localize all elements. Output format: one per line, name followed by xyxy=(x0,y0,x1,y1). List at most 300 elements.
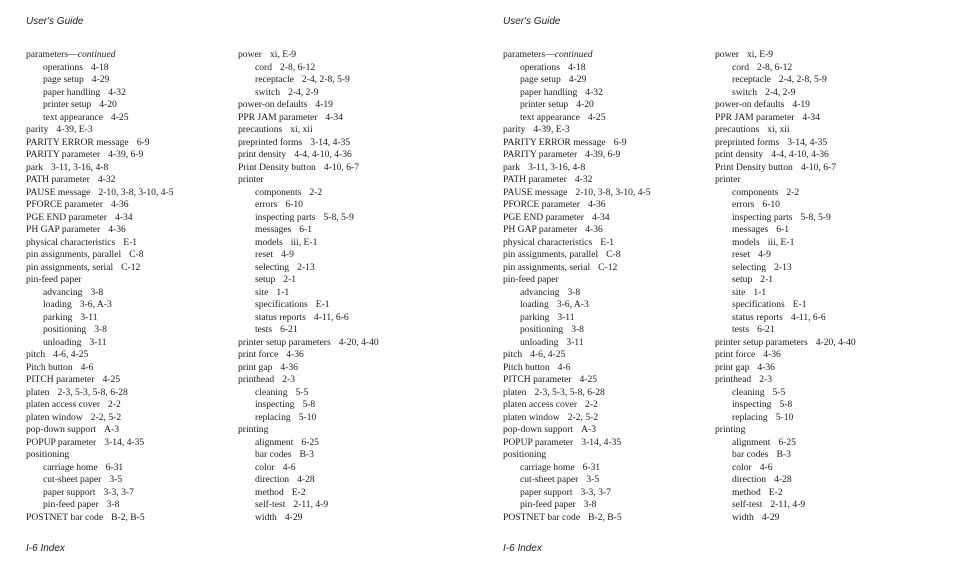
index-page-refs: 2-8, 6-12 xyxy=(280,61,316,73)
index-page-refs: 2-4, 2-9 xyxy=(288,86,319,98)
index-subentry xyxy=(26,337,226,350)
index-entry xyxy=(503,437,703,450)
index-page-refs: 4-32 xyxy=(97,174,116,185)
index-term: print gap xyxy=(715,361,750,373)
index-term: carriage home xyxy=(520,461,575,473)
index-term: pin-feed paper xyxy=(520,499,576,510)
index-term: POSTNET bar code xyxy=(503,511,581,523)
index-term: PFORCE parameter xyxy=(26,199,104,210)
index-entry xyxy=(715,362,945,375)
index-entry xyxy=(503,374,703,387)
index-term: positioning xyxy=(520,324,564,335)
index-term: POPUP parameter xyxy=(503,436,574,448)
index-page-refs: 5-10 xyxy=(298,411,317,423)
index-subentry xyxy=(715,249,945,262)
index-subentry xyxy=(238,437,468,450)
index-page-refs: 4-6 xyxy=(282,461,296,473)
index-subentry xyxy=(238,187,468,200)
index-entry xyxy=(503,174,703,187)
index-subentry xyxy=(238,399,468,412)
index-page-refs: 4-19 xyxy=(792,99,810,110)
index-entry xyxy=(503,449,703,462)
index-term: printer xyxy=(238,174,264,185)
index-subentry xyxy=(503,312,703,325)
index-subentry xyxy=(238,212,468,225)
index-subentry xyxy=(503,299,703,312)
index-subentry xyxy=(503,474,703,487)
index-subentry xyxy=(503,87,703,100)
index-entry xyxy=(26,399,226,412)
index-entry xyxy=(503,187,703,200)
index-entry xyxy=(715,337,945,350)
index-entry xyxy=(503,124,703,137)
index-entry xyxy=(503,412,703,425)
index-entry xyxy=(503,49,703,62)
index-page-refs: 3-11 xyxy=(557,311,575,323)
index-term: printhead xyxy=(715,374,752,385)
index-page-refs: iii, E-1 xyxy=(767,236,795,248)
continued-label: continued xyxy=(77,49,116,60)
index-subentry xyxy=(26,87,226,100)
index-page-refs: 2-2 xyxy=(585,399,598,410)
index-page-refs: 6-21 xyxy=(280,324,298,335)
index-entry xyxy=(26,362,226,375)
index-term: print density xyxy=(715,149,764,160)
index-term: site xyxy=(255,286,269,298)
index-page-refs: 2-10, 3-8, 3-10, 4-5 xyxy=(98,186,174,198)
index-term: self-test xyxy=(255,499,286,510)
index-page-refs: 3-11 xyxy=(89,336,107,348)
index-page-refs: 1-1 xyxy=(753,286,767,298)
index-entry xyxy=(26,437,226,450)
index-term: loading xyxy=(520,299,549,310)
index-page-refs: 6-25 xyxy=(778,436,796,448)
index-term: platen access cover xyxy=(503,399,578,410)
index-page-refs: 6-1 xyxy=(299,224,313,235)
index-page-refs: 4-29 xyxy=(761,511,780,523)
index-term: carriage home xyxy=(43,461,98,473)
index-term: platen xyxy=(503,386,527,398)
index-term: precautions xyxy=(238,124,283,135)
index-term: parameters— xyxy=(26,49,78,60)
index-term: switch xyxy=(732,86,758,98)
index-page-refs: 5-8, 5-9 xyxy=(800,211,831,223)
index-page-refs: 3-6, A-3 xyxy=(556,299,589,310)
index-term: loading xyxy=(43,299,72,310)
index-term: pin-feed paper xyxy=(43,499,99,510)
index-term: pin-feed paper xyxy=(503,274,559,285)
index-subentry xyxy=(238,474,468,487)
index-page-refs: 4-36 xyxy=(585,224,603,235)
index-term: bar codes xyxy=(255,449,292,460)
index-subentry xyxy=(26,99,226,112)
index-term: power xyxy=(715,49,739,60)
index-term: pin assignments, parallel xyxy=(503,249,599,260)
index-term: physical characteristics xyxy=(503,236,593,248)
index-term: printer setup parameters xyxy=(238,336,331,348)
index-subentry xyxy=(715,437,945,450)
index-entry xyxy=(26,262,226,275)
index-entry xyxy=(26,249,226,262)
index-subentry xyxy=(238,237,468,250)
index-entry xyxy=(26,374,226,387)
index-page-refs: 1-1 xyxy=(276,286,290,298)
index-term: paper handling xyxy=(520,86,578,98)
index-page-refs: 4-28 xyxy=(297,474,315,485)
index-subentry xyxy=(715,287,945,300)
index-term: cord xyxy=(732,61,750,73)
index-page-refs: C-12 xyxy=(121,261,141,273)
index-term: paper support xyxy=(520,486,573,498)
index-entry xyxy=(26,274,226,287)
index-page-refs: 4-20 xyxy=(99,99,117,110)
index-subentry xyxy=(503,74,703,87)
index-page-refs: C-8 xyxy=(129,249,144,260)
index-term: inspecting xyxy=(255,399,295,410)
index-entry xyxy=(715,162,945,175)
index-page-refs: 2-3, 5-3, 5-8, 6-28 xyxy=(534,386,605,398)
index-entry xyxy=(503,349,703,362)
index-term: status reports xyxy=(255,311,306,323)
index-term: printer setup xyxy=(43,99,92,110)
index-term: messages xyxy=(732,224,769,235)
index-entry xyxy=(503,137,703,150)
index-term: positioning xyxy=(503,449,547,460)
index-term: Pitch button xyxy=(503,361,550,373)
index-entry xyxy=(503,399,703,412)
index-entry xyxy=(238,124,468,137)
index-subentry xyxy=(715,262,945,275)
index-page-refs: A-3 xyxy=(104,424,120,435)
index-term: POSTNET bar code xyxy=(26,511,104,523)
index-entry xyxy=(715,349,945,362)
index-term: switch xyxy=(255,86,281,98)
index-subentry xyxy=(715,462,945,475)
index-term: receptacle xyxy=(255,74,294,85)
index-term: print force xyxy=(715,349,756,360)
index-page-refs: B-3 xyxy=(776,449,791,460)
index-page-refs: 3-6, A-3 xyxy=(79,299,112,310)
index-page-refs: 2-4, 2-9 xyxy=(765,86,796,98)
index-term: pop-down support xyxy=(503,424,574,435)
index-term: parity xyxy=(26,124,49,135)
index-subentry xyxy=(503,324,703,337)
index-term: width xyxy=(732,511,754,523)
index-subentry xyxy=(26,324,226,337)
index-term: components xyxy=(732,186,779,198)
index-term: specifications xyxy=(732,299,785,310)
index-entry xyxy=(26,349,226,362)
index-page-refs: A-3 xyxy=(581,424,597,435)
index-term: parking xyxy=(43,311,73,323)
index-entry xyxy=(26,49,226,62)
index-term: messages xyxy=(255,224,292,235)
index-subentry xyxy=(238,274,468,287)
index-page-refs: 6-10 xyxy=(762,199,780,210)
index-page-refs: 4-11, 6-6 xyxy=(313,311,349,323)
index-page-refs: 3-3, 3-7 xyxy=(103,486,134,498)
index-term: PGE END parameter xyxy=(503,211,584,223)
index-term: method xyxy=(255,486,284,498)
index-subentry xyxy=(26,299,226,312)
index-subentry xyxy=(238,74,468,87)
index-page-refs: 3-14, 4-35 xyxy=(310,136,351,148)
index-page-refs: 2-3, 5-3, 5-8, 6-28 xyxy=(57,386,128,398)
index-page-refs: 4-6 xyxy=(759,461,773,473)
index-term: cleaning xyxy=(255,386,288,398)
index-term: PPR JAM parameter xyxy=(715,111,795,123)
index-subentry xyxy=(503,62,703,75)
index-entry xyxy=(715,112,945,125)
index-entry xyxy=(238,137,468,150)
index-term: models xyxy=(732,236,760,248)
index-page-refs: 4-25 xyxy=(110,111,129,123)
index-subentry xyxy=(715,87,945,100)
index-term: PITCH parameter xyxy=(503,374,572,385)
index-page-refs: 4-10, 6-7 xyxy=(800,161,836,173)
index-term: tests xyxy=(732,324,750,335)
index-subentry xyxy=(238,62,468,75)
index-page-refs: 6-1 xyxy=(776,224,790,235)
index-entry xyxy=(503,387,703,400)
index-page-refs: 4-32 xyxy=(574,174,593,185)
index-page-refs: 3-8 xyxy=(567,286,581,298)
index-subentry xyxy=(715,237,945,250)
index-term: advancing xyxy=(520,286,560,298)
index-column-2 xyxy=(238,49,468,524)
index-term: PPR JAM parameter xyxy=(238,111,318,123)
index-page-refs: xi, xii xyxy=(767,124,790,135)
index-entry xyxy=(26,137,226,150)
index-term: printhead xyxy=(238,374,275,385)
continued-label: continued xyxy=(554,49,593,60)
index-subentry xyxy=(715,499,945,512)
index-term: PAUSE message xyxy=(26,186,91,198)
index-term: pin assignments, serial xyxy=(503,261,591,273)
index-term: direction xyxy=(255,474,290,485)
index-term: setup xyxy=(732,274,753,285)
index-page-refs: 2-2 xyxy=(786,186,800,198)
index-term: inspecting parts xyxy=(255,211,316,223)
index-term: print density xyxy=(238,149,287,160)
index-page-refs: 5-8 xyxy=(302,399,316,410)
index-page-refs: 6-31 xyxy=(582,461,601,473)
index-page-refs: 6-21 xyxy=(757,324,775,335)
index-entry xyxy=(238,374,468,387)
index-entry xyxy=(238,49,468,62)
index-entry xyxy=(503,162,703,175)
index-subentry xyxy=(238,287,468,300)
index-page-refs: 2-3 xyxy=(759,374,773,385)
index-subentry xyxy=(26,462,226,475)
index-subentry xyxy=(238,412,468,425)
index-page-refs: 2-11, 4-9 xyxy=(293,499,329,510)
index-term: PARITY parameter xyxy=(26,149,101,160)
index-entry xyxy=(238,149,468,162)
index-page-refs: 4-4, 4-10, 4-36 xyxy=(771,149,829,160)
index-term: inspecting xyxy=(732,399,772,410)
index-term: PGE END parameter xyxy=(26,211,107,223)
index-term: selecting xyxy=(732,261,767,273)
index-subentry xyxy=(503,99,703,112)
index-entry xyxy=(238,362,468,375)
index-term: platen window xyxy=(26,411,83,423)
index-term: platen xyxy=(26,386,50,398)
index-subentry xyxy=(26,474,226,487)
index-page-refs: E-1 xyxy=(600,236,615,248)
index-term: pin assignments, parallel xyxy=(26,249,122,260)
index-subentry xyxy=(26,312,226,325)
index-subentry xyxy=(26,62,226,75)
index-subentry xyxy=(238,262,468,275)
index-page-refs: 3-14, 4-35 xyxy=(787,136,828,148)
index-term: platen access cover xyxy=(26,399,101,410)
index-term: pitch xyxy=(26,349,46,360)
index-term: physical characteristics xyxy=(26,236,116,248)
index-page-refs: 4-9 xyxy=(281,249,294,260)
index-page-refs: 4-29 xyxy=(284,511,303,523)
index-term: printing xyxy=(715,424,746,435)
index-subentry xyxy=(503,462,703,475)
index-entry xyxy=(503,237,703,250)
index-entry xyxy=(503,512,703,525)
index-term: status reports xyxy=(732,311,783,323)
index-term: paper handling xyxy=(43,86,101,98)
index-page-refs: 4-19 xyxy=(315,99,333,110)
index-page-refs: 4-36 xyxy=(286,349,304,360)
index-page-refs: E-1 xyxy=(792,299,807,310)
index-entry xyxy=(503,224,703,237)
index-term: positioning xyxy=(43,324,87,335)
index-subentry xyxy=(503,287,703,300)
index-term: width xyxy=(255,511,277,523)
index-subentry xyxy=(238,199,468,212)
index-entry xyxy=(238,424,468,437)
running-header: User's Guide xyxy=(503,16,561,27)
index-page-refs: 5-5 xyxy=(772,386,786,398)
index-subentry xyxy=(503,487,703,500)
index-subentry xyxy=(715,512,945,525)
index-page-refs: 2-2 xyxy=(108,399,121,410)
index-entry xyxy=(26,512,226,525)
index-page-refs: 4-6, 4-25 xyxy=(53,349,89,360)
index-term: PH GAP parameter xyxy=(26,224,101,235)
index-term: text appearance xyxy=(43,111,103,123)
index-page-refs: 6-10 xyxy=(285,199,303,210)
index-term: power-on defaults xyxy=(715,99,785,110)
index-page-refs: 4-25 xyxy=(102,374,121,385)
index-subentry xyxy=(238,87,468,100)
index-term: operations xyxy=(43,61,83,73)
index-page-refs: 4-34 xyxy=(802,111,820,123)
index-page-refs: 3-11, 3-16, 4-8 xyxy=(51,161,109,173)
running-header: User's Guide xyxy=(26,16,84,27)
index-term: pin-feed paper xyxy=(26,274,82,285)
index-subentry xyxy=(26,499,226,512)
index-page-refs: 2-2, 5-2 xyxy=(90,411,122,423)
index-page-refs: B-3 xyxy=(299,449,314,460)
index-term: park xyxy=(26,161,44,173)
index-page-refs: 4-36 xyxy=(280,361,298,373)
index-entry xyxy=(503,199,703,212)
index-term: PARITY parameter xyxy=(503,149,578,160)
index-page-refs: 2-3 xyxy=(282,374,296,385)
index-page-refs: 4-32 xyxy=(108,86,126,98)
index-term: unloading xyxy=(43,336,82,348)
index-column-1 xyxy=(26,49,226,524)
index-subentry xyxy=(715,312,945,325)
index-term: pin assignments, serial xyxy=(26,261,114,273)
index-term: park xyxy=(503,161,521,173)
index-subentry xyxy=(26,287,226,300)
index-term: reset xyxy=(732,249,751,260)
index-subentry xyxy=(715,74,945,87)
index-term: cleaning xyxy=(732,386,765,398)
index-subentry xyxy=(238,487,468,500)
index-entry xyxy=(26,237,226,250)
index-term: cut-sheet paper xyxy=(43,474,102,485)
index-page-refs: 4-6, 4-25 xyxy=(530,349,566,360)
index-entry xyxy=(503,424,703,437)
index-page-refs: 4-39, E-3 xyxy=(533,124,570,135)
index-page-refs: 4-20, 4-40 xyxy=(815,336,856,348)
index-term: text appearance xyxy=(520,111,580,123)
index-term: parity xyxy=(503,124,526,135)
index-term: Print Density button xyxy=(715,161,793,173)
index-term: reset xyxy=(255,249,274,260)
index-subentry xyxy=(715,224,945,237)
index-page-refs: 4-28 xyxy=(774,474,792,485)
index-term: preprinted forms xyxy=(238,136,303,148)
index-page-refs: 4-34 xyxy=(592,211,610,223)
index-term: PARITY ERROR message xyxy=(26,136,129,148)
index-page-refs: 3-5 xyxy=(586,474,600,485)
index-term: print force xyxy=(238,349,279,360)
index-subentry xyxy=(238,449,468,462)
index-page-refs: 3-11 xyxy=(80,311,98,323)
index-term: method xyxy=(732,486,761,498)
index-subentry xyxy=(715,487,945,500)
index-entry xyxy=(715,124,945,137)
index-term: replacing xyxy=(255,411,291,423)
index-term: pitch xyxy=(503,349,523,360)
index-subentry xyxy=(715,62,945,75)
index-entry xyxy=(715,137,945,150)
index-entry xyxy=(26,224,226,237)
index-page-refs: 5-5 xyxy=(295,386,309,398)
index-term: pop-down support xyxy=(26,424,97,435)
index-page-refs: 2-13 xyxy=(297,261,315,273)
index-entry xyxy=(26,199,226,212)
index-subentry xyxy=(26,112,226,125)
index-term: models xyxy=(255,236,283,248)
index-subentry xyxy=(238,512,468,525)
index-term: PARITY ERROR message xyxy=(503,136,606,148)
index-entry xyxy=(503,249,703,262)
index-entry xyxy=(26,424,226,437)
index-term: self-test xyxy=(732,499,763,510)
index-entry xyxy=(238,337,468,350)
index-term: PATH parameter xyxy=(503,174,567,185)
index-page-refs: 4-10, 6-7 xyxy=(323,161,359,173)
index-entry xyxy=(26,149,226,162)
index-page-refs: 4-11, 6-6 xyxy=(790,311,826,323)
index-term: Print Density button xyxy=(238,161,316,173)
index-entry xyxy=(26,187,226,200)
index-subentry xyxy=(715,412,945,425)
index-entry xyxy=(503,274,703,287)
index-term: preprinted forms xyxy=(715,136,780,148)
